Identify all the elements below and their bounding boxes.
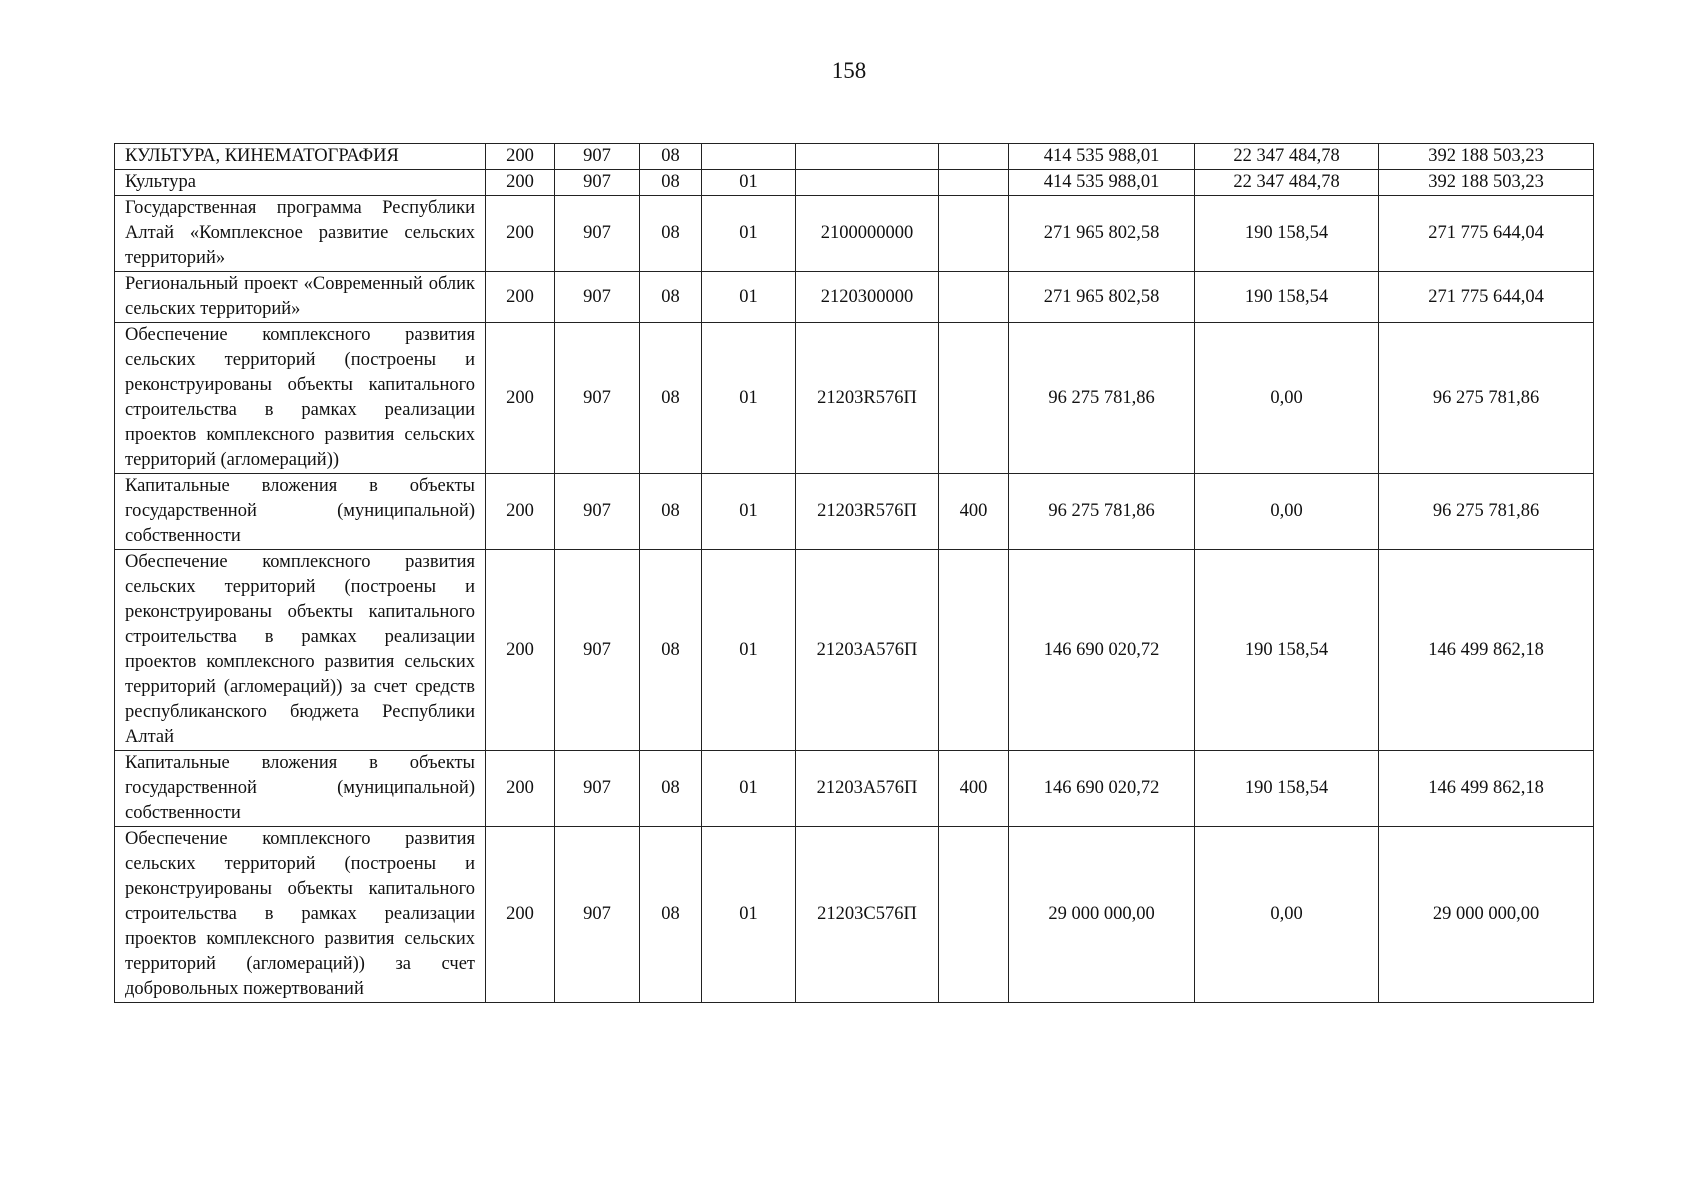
department-code-cell: 907 — [555, 170, 640, 196]
subsection-code-cell — [702, 144, 796, 170]
amount-result-cell: 29 000 000,00 — [1379, 827, 1594, 1003]
table-row — [115, 170, 1594, 196]
item-name-cell — [115, 474, 486, 550]
amount-result-cell: 146 499 862,18 — [1379, 550, 1594, 751]
item-name-line: Региональный проект «Современный — [125, 274, 423, 294]
item-name-line: сельских территорий (агломераций)) за — [125, 929, 476, 974]
amount-result-cell: 271 775 644,04 — [1379, 272, 1594, 323]
expense-type-cell — [939, 827, 1009, 1003]
item-name-line: Капитальные вложения в объекты — [125, 476, 475, 496]
department-code-cell: 907 — [555, 144, 640, 170]
section-code-cell: 08 — [640, 751, 702, 827]
table-row — [115, 827, 1594, 1003]
item-name-line: сельских территорий (построены и — [125, 577, 475, 597]
item-name-line: в рамках реализации — [264, 400, 475, 420]
amount-total-cell: 271 965 802,58 — [1009, 272, 1195, 323]
section-code-cell: 08 — [640, 550, 702, 751]
item-name-line: в рамках реализации проектов — [125, 904, 475, 949]
item-name-cell — [115, 196, 486, 272]
amount-change-cell: 190 158,54 — [1195, 751, 1379, 827]
section-code-cell: 08 — [640, 170, 702, 196]
item-name-line: проектов комплексного — [125, 425, 315, 445]
table-row — [115, 323, 1594, 474]
item-name-line: Обеспечение комплексного развития — [125, 325, 475, 345]
amount-result-cell: 96 275 781,86 — [1379, 323, 1594, 474]
amount-change-cell: 190 158,54 — [1195, 196, 1379, 272]
item-name-line: капитального строительства в рамках — [125, 602, 475, 647]
table-row — [115, 474, 1594, 550]
table-row — [115, 144, 1594, 170]
item-name-line: реконструированы объекты — [125, 879, 353, 899]
expense-type-cell — [939, 323, 1009, 474]
budget-table — [114, 143, 1594, 1003]
item-name-line: развития сельских территорий — [125, 425, 475, 470]
admin-code-cell: 200 — [486, 144, 555, 170]
item-name-line: облик сельских территорий» — [125, 274, 476, 319]
subsection-code-cell: 01 — [702, 323, 796, 474]
table-row — [115, 550, 1594, 751]
target-article-cell: 21203R576П — [796, 323, 939, 474]
department-code-cell: 907 — [555, 272, 640, 323]
target-article-cell: 21203R576П — [796, 474, 939, 550]
amount-result-cell: 271 775 644,04 — [1379, 196, 1594, 272]
subsection-code-cell: 01 — [702, 474, 796, 550]
subsection-code-cell: 01 — [702, 272, 796, 323]
table-row — [115, 272, 1594, 323]
section-code-cell: 08 — [640, 323, 702, 474]
item-name-line: развития сельских территорий — [125, 652, 475, 697]
target-article-cell: 2100000000 — [796, 196, 939, 272]
amount-change-cell: 0,00 — [1195, 323, 1379, 474]
item-name-line: Обеспечение комплексного развития — [125, 829, 475, 849]
admin-code-cell: 200 — [486, 272, 555, 323]
page-number: 158 — [831, 58, 867, 83]
item-name-line: (агломераций)) за счет средств — [223, 677, 476, 697]
subsection-code-cell: 01 — [702, 550, 796, 751]
expense-type-cell — [939, 144, 1009, 170]
expense-type-cell — [939, 196, 1009, 272]
table-row — [115, 751, 1594, 827]
target-article-cell: 2120300000 — [796, 272, 939, 323]
target-article-cell: 21203А576П — [796, 550, 939, 751]
item-name-line: собственности — [125, 803, 241, 823]
item-name-line: счет добровольных пожертвований — [125, 954, 475, 999]
item-name-line: сельских территорий — [125, 350, 316, 370]
admin-code-cell: 200 — [486, 827, 555, 1003]
amount-change-cell: 22 347 484,78 — [1195, 170, 1379, 196]
section-code-cell: 08 — [640, 144, 702, 170]
item-name-cell — [115, 751, 486, 827]
item-name-line: государственной (муниципальной) — [125, 778, 475, 798]
expense-type-cell — [939, 550, 1009, 751]
department-code-cell: 907 — [555, 550, 640, 751]
item-name-line: Обеспечение комплексного развития — [125, 552, 475, 572]
table-body — [115, 144, 1594, 1003]
admin-code-cell: 200 — [486, 196, 555, 272]
admin-code-cell: 200 — [486, 323, 555, 474]
amount-total-cell: 96 275 781,86 — [1009, 323, 1195, 474]
item-name-line: (построены и реконструированы — [125, 350, 475, 395]
item-name-line: реализации проектов комплексного — [125, 627, 475, 672]
admin-code-cell: 200 — [486, 550, 555, 751]
item-name-line: сельских территорий (построены и — [125, 854, 475, 874]
item-name-line: капитального строительства — [125, 879, 475, 924]
section-code-cell: 08 — [640, 272, 702, 323]
section-code-cell: 08 — [640, 196, 702, 272]
target-article-cell: 21203С576П — [796, 827, 939, 1003]
target-article-cell: 21203А576П — [796, 751, 939, 827]
department-code-cell: 907 — [555, 474, 640, 550]
item-name-line: комплексного развития — [206, 929, 395, 949]
amount-change-cell: 22 347 484,78 — [1195, 144, 1379, 170]
item-name-cell — [115, 550, 486, 751]
item-name-line: реконструированы объекты — [125, 602, 353, 622]
expense-type-cell — [939, 272, 1009, 323]
item-name-cell — [115, 170, 486, 196]
subsection-code-cell: 01 — [702, 196, 796, 272]
expense-type-cell: 400 — [939, 751, 1009, 827]
target-article-cell — [796, 170, 939, 196]
item-name-line: Культура — [125, 172, 196, 192]
item-name-line: собственности — [125, 526, 241, 546]
subsection-code-cell: 01 — [702, 170, 796, 196]
section-code-cell: 08 — [640, 827, 702, 1003]
amount-change-cell: 0,00 — [1195, 474, 1379, 550]
item-name-line: КУЛЬТУРА, КИНЕМАТОГРАФИЯ — [125, 146, 399, 166]
item-name-line: Капитальные вложения в объекты — [125, 753, 475, 773]
subsection-code-cell: 01 — [702, 827, 796, 1003]
amount-total-cell: 146 690 020,72 — [1009, 751, 1195, 827]
amount-total-cell: 414 535 988,01 — [1009, 170, 1195, 196]
item-name-line: государственной (муниципальной) — [125, 501, 475, 521]
amount-change-cell: 190 158,54 — [1195, 550, 1379, 751]
item-name-line: (агломераций)) — [220, 450, 340, 470]
item-name-line: Алтай — [125, 727, 175, 747]
target-article-cell — [796, 144, 939, 170]
admin-code-cell: 200 — [486, 170, 555, 196]
section-code-cell: 08 — [640, 474, 702, 550]
amount-total-cell: 96 275 781,86 — [1009, 474, 1195, 550]
admin-code-cell: 200 — [486, 751, 555, 827]
amount-result-cell: 392 188 503,23 — [1379, 144, 1594, 170]
item-name-line: Государственная программа — [125, 198, 362, 218]
amount-result-cell: 96 275 781,86 — [1379, 474, 1594, 550]
admin-code-cell: 200 — [486, 474, 555, 550]
subsection-code-cell: 01 — [702, 751, 796, 827]
amount-total-cell: 414 535 988,01 — [1009, 144, 1195, 170]
amount-change-cell: 190 158,54 — [1195, 272, 1379, 323]
item-name-cell — [115, 323, 486, 474]
item-name-line: республиканского бюджета Республики — [125, 702, 475, 722]
amount-total-cell: 146 690 020,72 — [1009, 550, 1195, 751]
amount-result-cell: 146 499 862,18 — [1379, 751, 1594, 827]
department-code-cell: 907 — [555, 751, 640, 827]
amount-change-cell: 0,00 — [1195, 827, 1379, 1003]
table-row — [115, 196, 1594, 272]
item-name-line: развитие сельских территорий» — [125, 223, 475, 268]
expense-type-cell: 400 — [939, 474, 1009, 550]
amount-total-cell: 271 965 802,58 — [1009, 196, 1195, 272]
department-code-cell: 907 — [555, 196, 640, 272]
department-code-cell: 907 — [555, 323, 640, 474]
item-name-line: объекты капитального строительства — [125, 375, 475, 420]
department-code-cell: 907 — [555, 827, 640, 1003]
amount-total-cell: 29 000 000,00 — [1009, 827, 1195, 1003]
amount-result-cell: 392 188 503,23 — [1379, 170, 1594, 196]
expense-type-cell — [939, 170, 1009, 196]
item-name-cell — [115, 827, 486, 1003]
item-name-line: Республики Алтай «Комплексное — [125, 198, 475, 243]
item-name-cell — [115, 144, 486, 170]
item-name-cell — [115, 272, 486, 323]
